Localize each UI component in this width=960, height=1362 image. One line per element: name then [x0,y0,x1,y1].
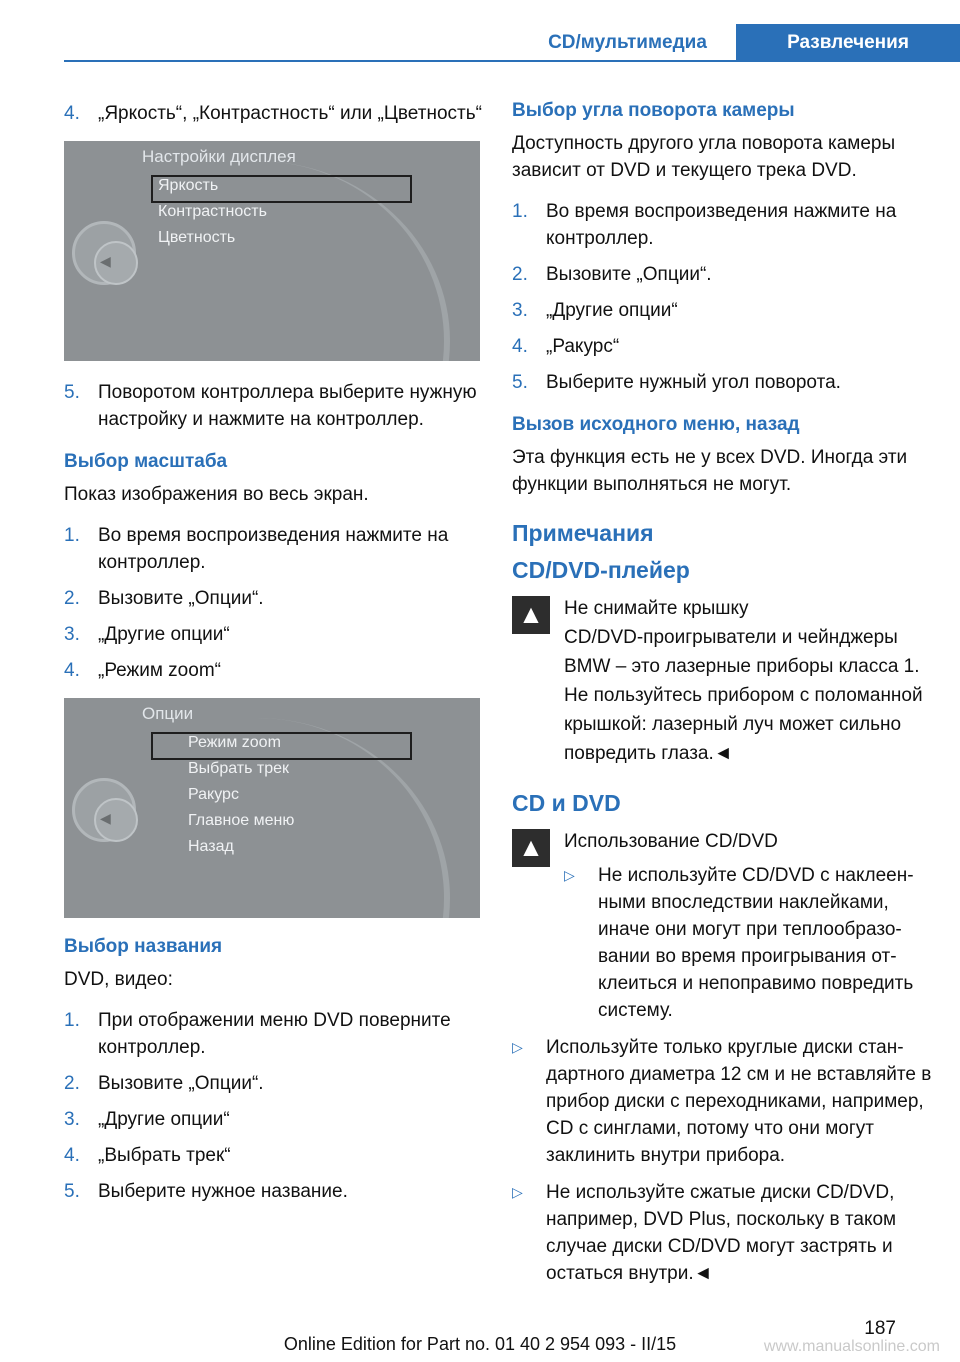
item-number: 2. [64,1073,80,1094]
angle-steps [512,198,932,396]
left-column [64,100,484,1214]
right-column [512,100,932,1297]
item-number: 5. [64,382,80,403]
angle-heading: Выбор угла поворота камеры [512,100,795,121]
triangle-bullet-icon: ▷ [512,1184,523,1200]
list-item [64,1007,484,1061]
bullet-item [564,862,932,1024]
item-text: Во время воспроизведения нажмите на контроллер. [546,201,897,249]
item-number: 1. [64,1010,80,1031]
notes-heading: Примечания [512,520,654,546]
list-item [64,1178,484,1205]
item-text: Во время воспроизведения нажмите на контроллер. [98,525,449,573]
title-heading: Выбор названия [64,936,223,957]
item-number: 3. [512,300,528,321]
item-text: „Другие опции“ [546,300,678,321]
chapter-tab: Развлечения [736,24,960,62]
warning-laser-body [512,623,932,768]
list-item [64,1070,484,1097]
bullet-text: Не используйте сжатые диски CD/DVD, например, DVD Plus, поскольку в таком случае диски CD/DVD могут застрять и остаться внутри.◄ [546,1182,897,1284]
item-number: 1. [64,525,80,546]
page-number: 187 [864,1318,896,1339]
item-number: 2. [64,588,80,609]
item-text: Выберите нужный угол поворота. [546,372,841,393]
bullet-item [512,1034,932,1169]
item-text: При отображении меню DVD поверните контроллер. [98,1010,451,1058]
item-text: Поворотом контроллера выберите нужную настройку и нажмите на контроллер. [98,382,477,430]
list-item [512,369,932,396]
menu-heading: Вызов исходного меню, назад [512,414,800,435]
list-item [64,585,484,612]
display-settings-screenshot [64,141,480,361]
options-screenshot [64,698,480,918]
warning-title: Использование CD/DVD [564,831,778,852]
warning-usage [512,827,932,1024]
cd-dvd-heading: CD и DVD [512,790,621,816]
item-text: „Яркость“, „Контрастность“ или „Цветность“ [98,103,482,124]
screen-title: Опции [142,704,194,723]
zoom-text: Показ изображения во весь экран. [64,484,369,505]
zoom-steps [64,522,484,684]
list-item [64,100,484,127]
warning-icon: ▲ [512,596,550,634]
menu-item-brightness: Яркость [158,177,219,194]
item-number: 3. [64,624,80,645]
item-number: 4. [64,1145,80,1166]
item-number: 5. [64,1181,80,1202]
menu-text: Эта функция есть не у всех DVD. Иногда эти функции выполняться не могут. [512,447,908,495]
menu-item-zoom: Режим zoom [188,734,281,751]
screen-title: Настройки дисплея [142,147,296,166]
warning-body: CD/DVD-проигрыватели и чейнджеры BMW – это лазерные приборы класса 1. Не пользуйтесь прибором с поломанной крышкой: лазерный луч может сильно повредить глаза.◄ [564,627,923,764]
list-item [64,1142,484,1169]
list-item [64,379,484,433]
player-heading: CD/DVD-плейер [512,557,690,583]
list-item [512,297,932,324]
triangle-bullet-icon: ▷ [512,1039,523,1055]
menu-item-contrast: Контрастность [158,203,267,220]
triangle-bullet-icon: ▷ [564,867,575,883]
zoom-heading: Выбор масштаба [64,451,228,472]
title-steps [64,1007,484,1205]
item-number: 4. [512,336,528,357]
item-text: Выберите нужное название. [98,1181,348,1202]
menu-item-angle: Ракурс [188,786,239,803]
item-number: 4. [64,660,80,681]
menu-item-color: Цветность [158,229,236,246]
edition-footer: Online Edition for Part no. 01 40 2 954 093 - II/15 [283,1334,677,1354]
menu-item-main-menu: Главное меню [188,812,295,829]
item-number: 1. [512,201,528,222]
item-text: „Другие опции“ [98,1109,230,1130]
watermark: www.manualsonline.com [763,1338,940,1355]
title-text: DVD, видео: [64,969,173,990]
list-item [512,333,932,360]
item-number: 2. [512,264,528,285]
item-text: Вызовите „Опции“. [98,588,264,609]
item-text: „Другие опции“ [98,624,230,645]
list-item [512,261,932,288]
item-number: 4. [64,103,80,124]
menu-item-back: Назад [188,838,234,855]
item-text: „Выбрать трек“ [98,1145,231,1166]
item-text: „Ракурс“ [546,336,620,357]
bullet-text: Не используйте CD/DVD с наклеенными впоследствии наклейками, иначе они могут при теплообразовании во время проигрывания отклеиться и непоправимо повредить систему. [598,865,914,1021]
list-item [64,522,484,576]
list-item [64,657,484,684]
bullet-item [512,1179,932,1287]
arrow-left-icon: ◀ [100,810,111,826]
item-text: „Режим zoom“ [98,660,221,681]
item-text: Вызовите „Опции“. [98,1073,264,1094]
list-item [64,621,484,648]
item-text: Вызовите „Опции“. [546,264,712,285]
warning-title: Не снимайте крышку [564,598,749,619]
warning-laser [512,594,932,629]
item-number: 5. [512,372,528,393]
warning-icon: ▲ [512,829,550,867]
menu-item-select-track: Выбрать трек [188,760,290,777]
section-tab: CD/мультимедиа [548,32,707,53]
item-number: 3. [64,1109,80,1130]
angle-text: Доступность другого угла поворота камеры зависит от DVD и текущего трека DVD. [512,133,896,181]
bullet-text: Используйте только круглые диски стандартного диаметра 12 см и не вставляйте в прибор диски с переходниками, например, CD с синглами, потому что они могут заклинить внутри прибора. [546,1037,932,1166]
arrow-left-icon: ◀ [100,253,111,269]
header-rule [64,60,960,62]
page-header [0,0,960,62]
list-item [64,1106,484,1133]
list-item [512,198,932,252]
